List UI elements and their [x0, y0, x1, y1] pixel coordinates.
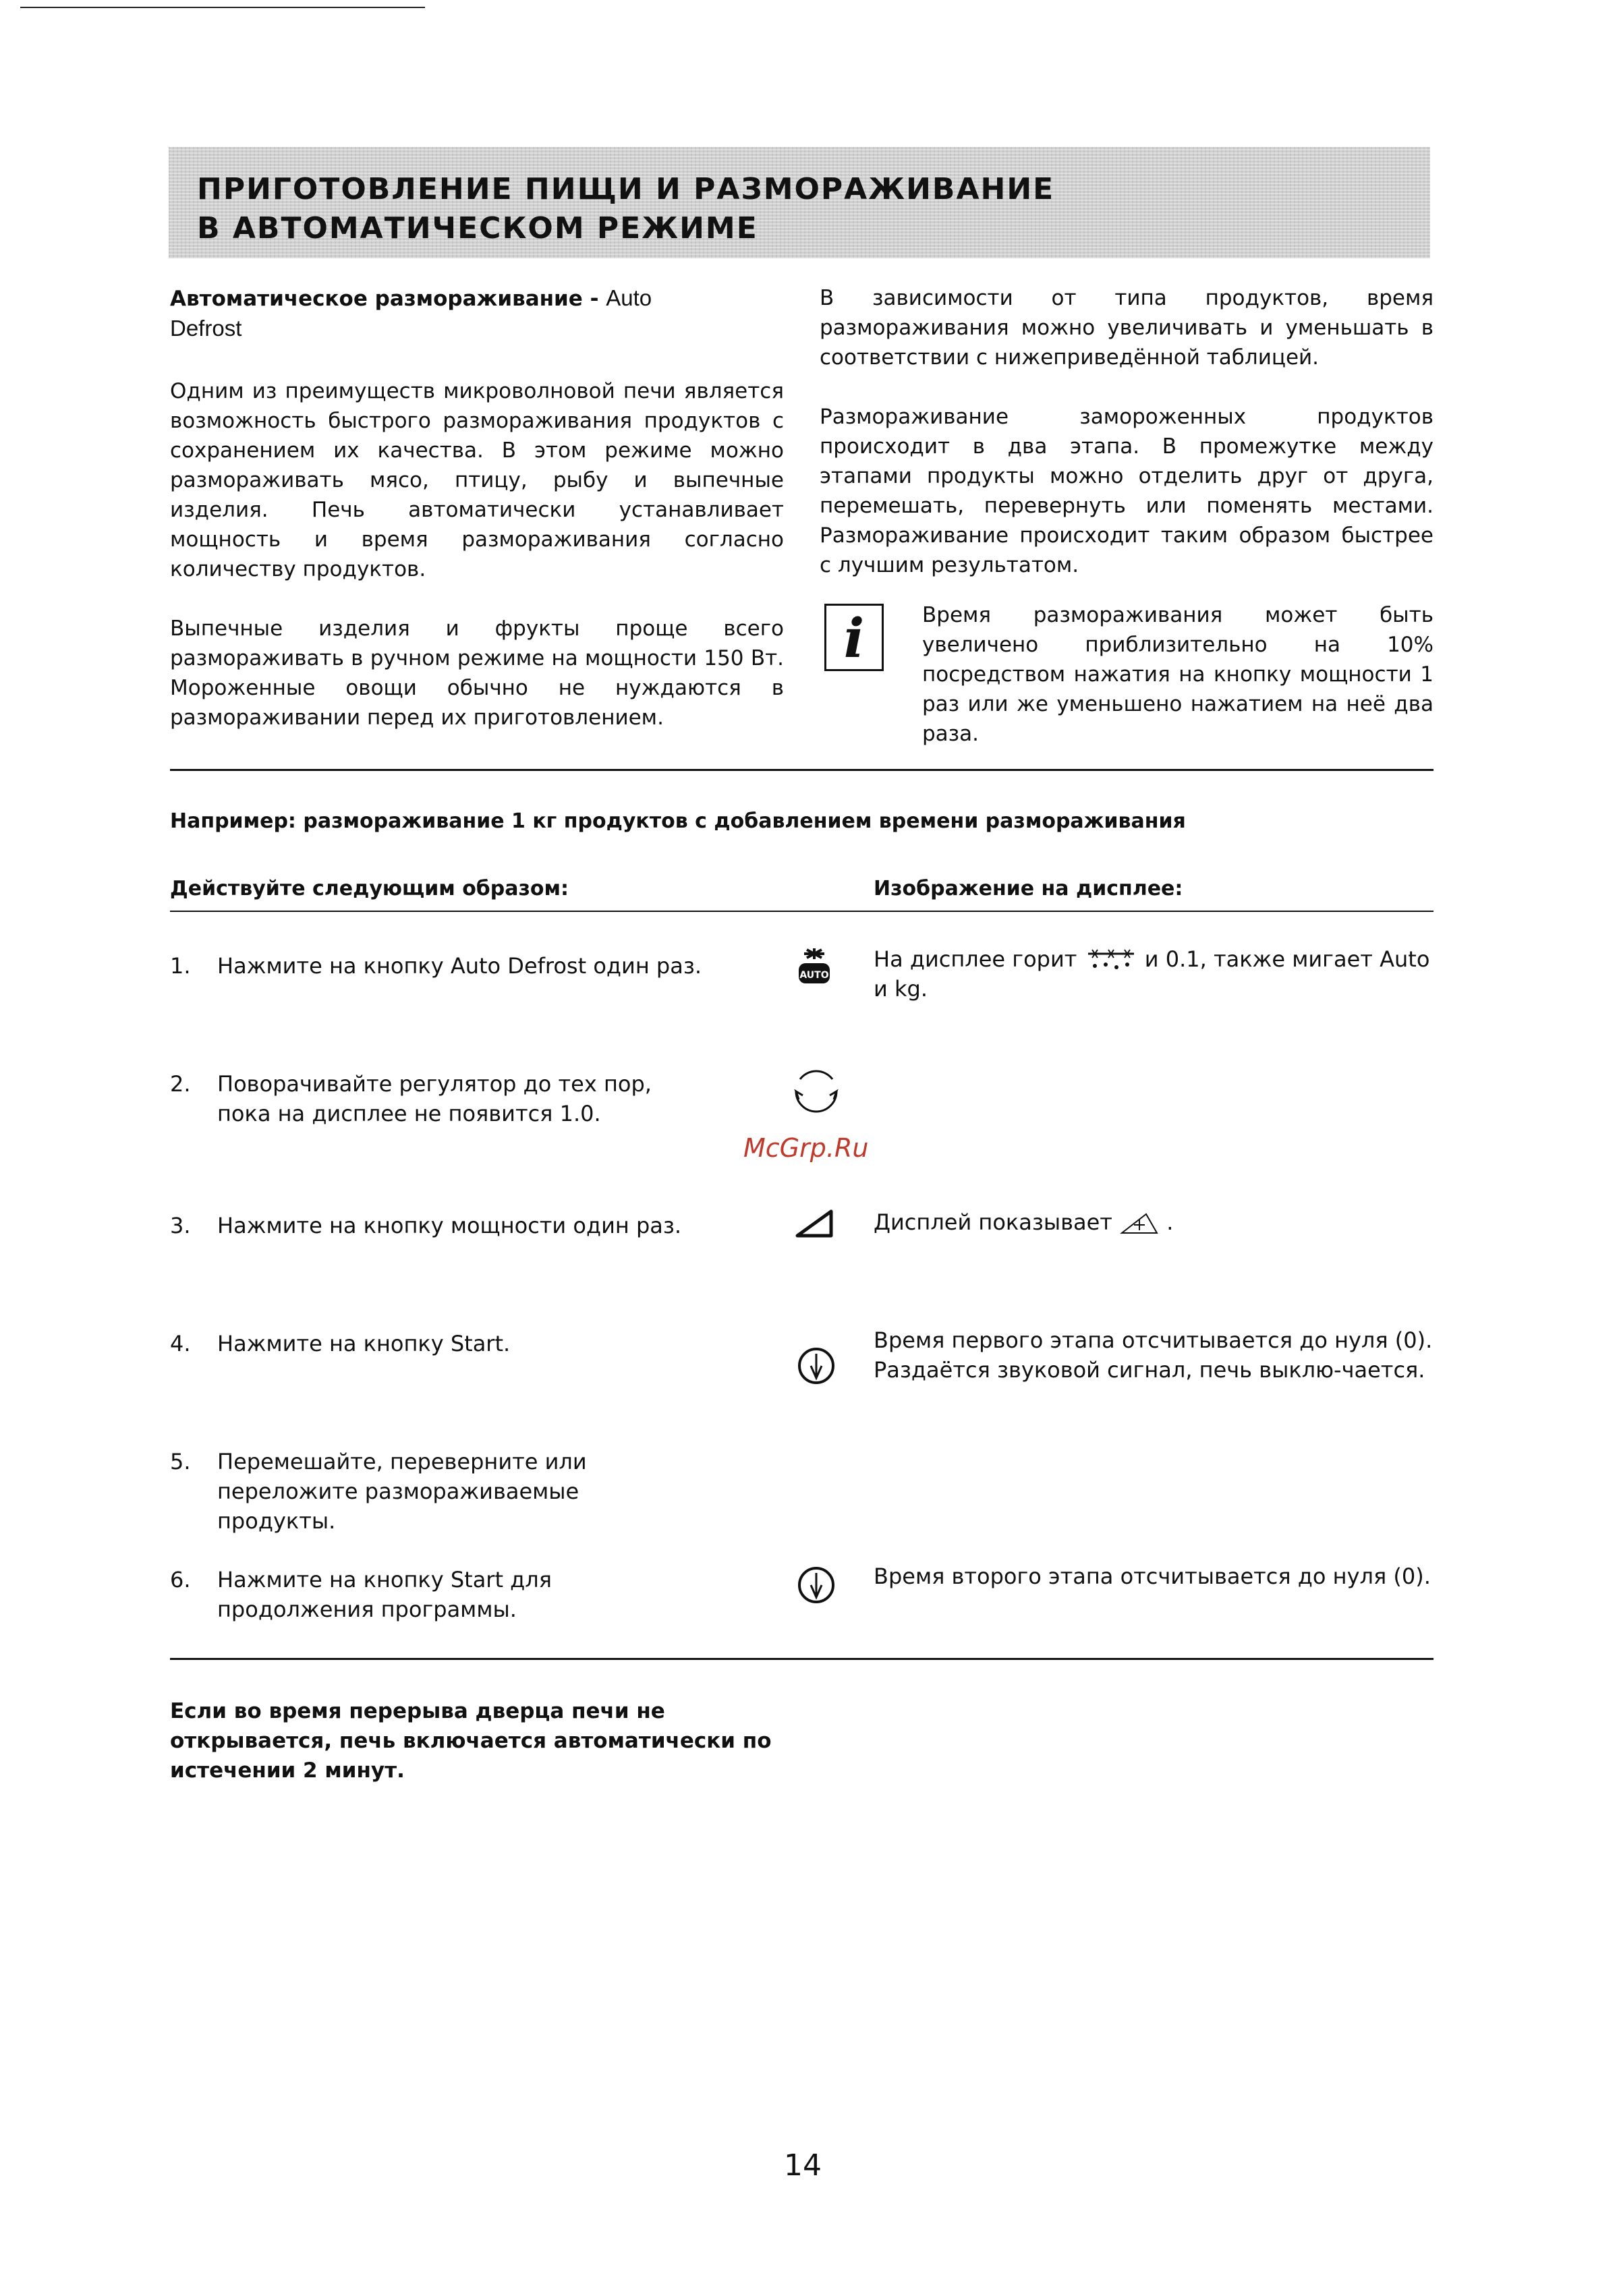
step-number: 5. [170, 1449, 191, 1474]
info-icon: i [824, 604, 884, 671]
left-paragraph-2: Выпечные изделия и фрукты проще всего размораживать в ручном режиме на мощности 150 Вт. Мороженные овощи обычно не нуждаются в размораживании перед их приготовлением. [170, 616, 784, 730]
title-line-1: ПРИГОТОВЛЕНИЕ ПИЩИ И РАЗМОРАЖИВАНИЕ [197, 172, 1055, 206]
footer-note: Если во время перерыва дверца печи не открывается, печь включается автоматически по истечении 2 минут. [170, 1699, 772, 1783]
header-rule [170, 911, 1434, 912]
step-display-text: Время второго этапа отсчитывается до нуля (0). [874, 1563, 1431, 1589]
start-icon [796, 1565, 843, 1612]
power-icon [795, 1207, 842, 1255]
display-text-before: Дисплей показывает [874, 1209, 1112, 1235]
page-number: 14 [784, 2148, 822, 2183]
step-display-text [874, 1207, 1434, 1237]
step-text: Поворачивайте регулятор до тех пор, пока на дисплее не появится 1.0. [217, 1071, 652, 1126]
section-heading-bold: Автоматическое размораживание - [170, 287, 606, 311]
section-divider [170, 769, 1434, 771]
section-heading-rest: Auto Defrost [170, 285, 652, 341]
step-display-text [874, 944, 1434, 1004]
right-column [820, 283, 1434, 580]
step-text: Нажмите на кнопку Start для продолжения программы. [217, 1567, 552, 1622]
right-paragraph-1: В зависимости от типа продуктов, время размораживания можно увеличивать и уменьшать в соответствии с нижеприведённой таблицей. [820, 286, 1434, 370]
step-text: Нажмите на кнопку Auto Defrost один раз. [217, 953, 702, 979]
right-paragraph-2: Размораживание замороженных продуктов происходит в два этапа. В промежутке между этапами продукты можно отделить друг от друга, перемешать, перевернуть или поменять местами. Размораживание происходит таким образом быстрее с лучшим результатом. [820, 405, 1434, 577]
section-heading [170, 283, 710, 344]
page-title [197, 170, 1054, 248]
info-note [922, 600, 1434, 749]
left-column [170, 283, 784, 733]
display-text-after: . [1166, 1209, 1174, 1235]
col-header-display: Изображение на дисплее: [874, 877, 1183, 900]
step-number: 2. [170, 1071, 191, 1097]
display-text-after: и 0.1, также мигает Auto и kg. [874, 946, 1430, 1002]
top-rule [20, 7, 425, 8]
step-number: 3. [170, 1213, 191, 1238]
bottom-divider [170, 1658, 1434, 1660]
start-icon [796, 1346, 843, 1393]
title-line-2: В АВТОМАТИЧЕСКОМ РЕЖИМЕ [197, 211, 758, 246]
display-text-before: На дисплее горит [874, 946, 1077, 972]
defrost-indicator-icon [1084, 947, 1138, 974]
col-header-actions: Действуйте следующим образом: [170, 877, 569, 900]
info-note-text: Время размораживания может быть увеличено приблизительно на 10% посредством нажатия на кнопку мощности 1 раз или же уменьшено нажатием на неё два раза. [922, 603, 1434, 746]
step-text: Нажмите на кнопку Start. [217, 1331, 511, 1356]
power-plus-indicator-icon [1119, 1210, 1160, 1237]
step-number: 6. [170, 1567, 191, 1592]
watermark-text: McGrp.Ru [743, 1133, 869, 1163]
step-number: 1. [170, 953, 191, 979]
dial-icon [789, 1064, 836, 1112]
svg-text:AUTO: AUTO [799, 970, 829, 981]
auto-defrost-icon [791, 944, 838, 992]
step-text: Нажмите на кнопку мощности один раз. [217, 1213, 682, 1238]
step-text: Перемешайте, переверните или переложите размораживаемые продукты. [217, 1449, 587, 1534]
example-title: Например: размораживание 1 кг продуктов с добавлением времени размораживания [170, 809, 1186, 833]
left-paragraph-1: Одним из преимуществ микроволновой печи является возможность быстрого размораживания продуктов с сохранением их качества. В этом режиме можно размораживать мясо, птицу, рыбу и выпечные изделия. Печь автоматически устанавливает мощность и время размораживания согласно количеству продуктов. [170, 379, 784, 581]
step-number: 4. [170, 1331, 191, 1356]
step-display-text: Время первого этапа отсчитывается до нуля (0). Раздаётся звуковой сигнал, печь выклю-чается. [874, 1327, 1433, 1383]
